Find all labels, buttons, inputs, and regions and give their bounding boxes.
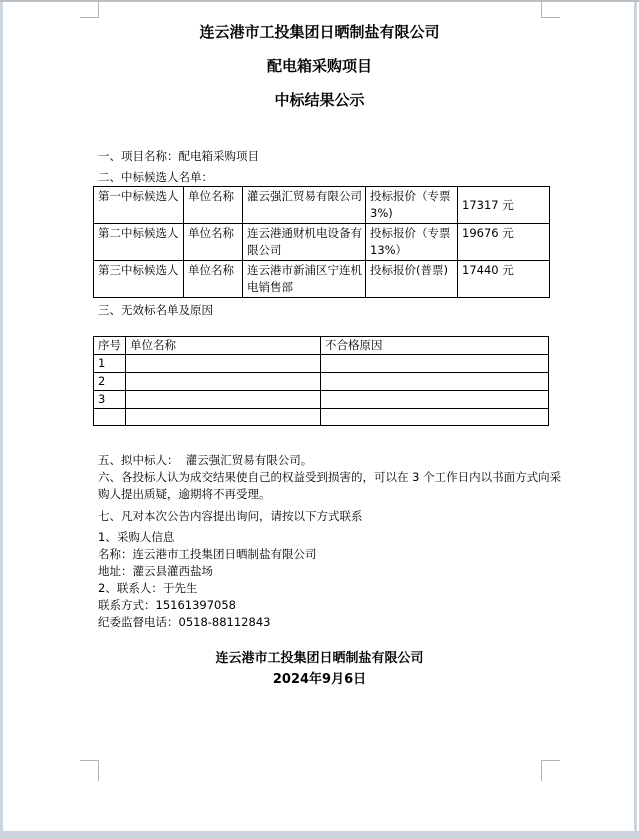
buyer-name: 名称：连云港市工投集团日晒制盐有限公司 (98, 547, 317, 561)
document-title-project: 配电箱采购项目 (266, 57, 372, 75)
unit-label-cell: 单位名称 (184, 187, 243, 224)
rank-cell: 第一中标候选人 (94, 187, 184, 224)
invalid-bids-table (93, 336, 549, 426)
price-label-cell: 投标报价(普票) (366, 261, 458, 298)
signature-company: 连云港市工投集团日晒制盐有限公司 (215, 651, 424, 666)
unit-cell (126, 391, 321, 409)
price-label-cell: 投标报价（专票3%) (366, 187, 458, 224)
table-row (94, 187, 550, 224)
price-label-cell: 投标报价（专票13%） (366, 224, 458, 261)
reason-cell (321, 391, 549, 409)
price-cell: 17317 元 (458, 187, 550, 224)
reason-cell (321, 409, 549, 426)
no-cell: 2 (94, 373, 126, 391)
page-right-gutter (634, 0, 637, 839)
unit-cell (126, 409, 321, 426)
table-header-row (94, 337, 549, 355)
price-cell: 17440 元 (458, 261, 550, 298)
section-objection-line1: 六、各投标人认为成交结果使自己的权益受到损害的，可以在 3 个工作日内以书面方式向采 (98, 470, 562, 484)
crop-mark-bottom-left (80, 760, 99, 781)
unit-cell (126, 373, 321, 391)
contact-person: 2、联系人：于先生 (98, 581, 198, 595)
header-no-cell: 序号 (94, 337, 126, 355)
no-cell: 1 (94, 355, 126, 373)
discipline-phone: 纪委监督电话：0518-88112843 (98, 615, 271, 629)
document-title-company: 连云港市工投集团日晒制盐有限公司 (199, 23, 440, 41)
table-row (94, 355, 549, 373)
crop-mark-top-right (541, 0, 560, 18)
company-cell: 连云港市新浦区宁连机电销售部 (243, 261, 366, 298)
price-cell: 19676 元 (458, 224, 550, 261)
table-row (94, 373, 549, 391)
signature-date: 2024年9月6日 (272, 672, 367, 687)
page-left-gutter (0, 0, 3, 839)
crop-mark-top-left (80, 0, 99, 18)
header-unit-cell: 单位名称 (126, 337, 321, 355)
contact-phone: 联系方式：15161397058 (98, 598, 236, 612)
section-project-name: 一、项目名称：配电箱采购项目 (98, 149, 259, 163)
company-cell: 灌云强汇贸易有限公司 (243, 187, 366, 224)
document-title-announcement: 中标结果公示 (274, 91, 365, 109)
table-row (94, 224, 550, 261)
company-cell: 连云港通财机电设备有限公司 (243, 224, 366, 261)
candidates-table (93, 186, 550, 298)
reason-cell (321, 373, 549, 391)
rank-cell: 第二中标候选人 (94, 224, 184, 261)
no-cell (94, 409, 126, 426)
rank-cell: 第三中标候选人 (94, 261, 184, 298)
page-bottom-gutter (0, 831, 639, 839)
crop-mark-bottom-right (541, 760, 560, 781)
table-row (94, 409, 549, 426)
buyer-info-heading: 1、采购人信息 (98, 530, 175, 544)
table-row (94, 391, 549, 409)
signature-block (0, 648, 639, 690)
header-reason-cell: 不合格原因 (321, 337, 549, 355)
buyer-address: 地址：灌云县灌西盐场 (98, 564, 213, 578)
unit-label-cell: 单位名称 (184, 261, 243, 298)
section-proposed-winner: 五、拟中标人： 灌云强汇贸易有限公司。 (98, 453, 313, 467)
unit-cell (126, 355, 321, 373)
section-inquiry-heading: 七、凡对本次公告内容提出询问，请按以下方式联系 (98, 509, 363, 523)
section-invalid-bids-heading: 三、无效标名单及原因 (98, 303, 213, 317)
reason-cell (321, 355, 549, 373)
section-candidate-list-heading: 二、中标候选人名单： (98, 170, 213, 184)
unit-label-cell: 单位名称 (184, 224, 243, 261)
body-paragraphs (98, 452, 560, 631)
section-objection-line2: 购人提出质疑，逾期将不再受理。 (98, 487, 271, 501)
no-cell: 3 (94, 391, 126, 409)
table-row (94, 261, 550, 298)
